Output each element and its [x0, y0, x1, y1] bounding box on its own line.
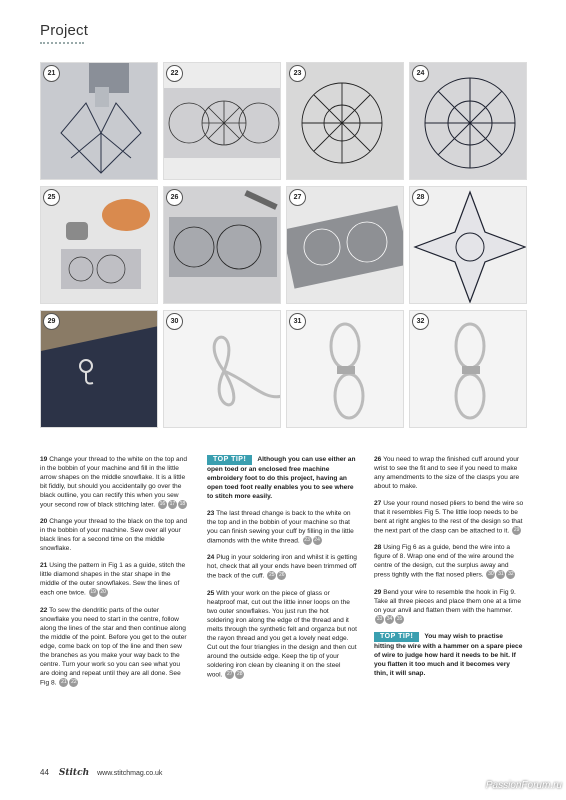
- photo-number: 31: [289, 313, 306, 330]
- step-22: 22 To sew the dendritic parts of the outer snowflake you need to start in the centre, follow along the lines of the star and then continue along the middle of the point. Before you get to the outer edge, come back on top of the line and then sew the branches as you make your way back to the centre. Turn your work so you can see what you are doing and repeat until they are all done. See Fig 8. 21 22: [40, 606, 187, 686]
- photo-number: 28: [412, 189, 429, 206]
- step-25: 25 With your work on the piece of glass or heatproof mat, cut out the little inner loops on the two outer snowflakes. You just run the hot soldering iron along the edge of the thread and it melts through the synthetic felt and organza but not the rayon thread and you get a lovely neat edge. Cut out the four triangles in the design and then cut around the outside edge. Keep the tip of your soldering iron clean by cleaning it on the steel wool. 27 28: [207, 589, 357, 678]
- top-tip-2: TOP TIP! You may wish to practise hitting the wire with a hammer on a spare piece of wire to judge how hard it needs to be hit. If you flatten it too much and it becomes very thin, it will snap.: [374, 632, 523, 677]
- photo-number: 32: [412, 313, 429, 330]
- magazine-logo: Stitch: [58, 768, 90, 778]
- page-footer: [40, 768, 526, 778]
- photo-28: [409, 186, 527, 304]
- photo-23: [286, 62, 404, 180]
- photo-30: [163, 310, 281, 428]
- step-21: 21 Using the pattern in Fig 1 as a guide, stitch the little diamond shapes in the star shape in the middle of the outer snowflakes. Sew the lines of each one twice. 19 20: [40, 562, 186, 597]
- top-tip-1: TOP TIP! Although you can use either an open toed or an enclosed free machine embroidery foot to do this project, having an open toed foot really enables you to see where to stitch more easily.: [207, 456, 356, 500]
- page-header: [40, 22, 526, 44]
- step-23: 23 The last thread change is back to the white on the top and in the bobbin of your machine so that you can finish sewing your cuff by filling in the little diamonds with the white thread. 23 24: [207, 510, 354, 545]
- photo-29: [40, 310, 158, 428]
- header-dots: [40, 42, 84, 44]
- photo-25: [40, 186, 158, 304]
- text-column-1: [40, 455, 190, 695]
- photo-number: 25: [43, 189, 60, 206]
- photo-number: 24: [412, 65, 429, 82]
- step-29: 29 Bend your wire to resemble the hook in Fig 9. Take all three pieces and place them one at a time on your anvil and flatten them with the hammer. 33 34 35: [374, 588, 521, 622]
- photo-number: 27: [289, 189, 306, 206]
- photo-number: 21: [43, 65, 60, 82]
- step-27: 27 Use your round nosed pliers to bend the wire so that it resembles Fig 5. The little loop needs to be bent at right angles to the rest of the design so that the next part of the clasp can be attached to it. 29: [374, 500, 524, 535]
- step-19: 19 Change your thread to the white on the top and in the bobbin of your machine and fill in the little arrow shapes on the middle snowflake. It is a little bit fiddly, but should you accidentally go over the black outline, you can rectify this when you sew your second row of black stitching later. 16 17 18: [40, 456, 188, 509]
- text-column-3: [374, 455, 524, 686]
- step-28: 28 Using Fig 6 as a guide, bend the wire into a figure of 8. Wrap one end of the wire around the centre of the design, cut the surplus away and press tightly with the flat nosed pliers. 30 31 32: [374, 544, 514, 579]
- step-24: 24 Plug in your soldering iron and whilst it is getting hot, check that all your ends have been trimmed off the back of the cuff. 25 26: [207, 554, 357, 580]
- step-26: 26 You need to wrap the finished cuff around your wrist to see the fit and to see if you need to make any amendments to the size of the clasps you are about to make.: [374, 456, 520, 490]
- photo-32: [409, 310, 527, 428]
- photo-31: [286, 310, 404, 428]
- page-number: 44: [40, 768, 49, 777]
- watermark: PassionForum.ru: [485, 780, 562, 791]
- photo-26: [163, 186, 281, 304]
- photo-number: 22: [166, 65, 183, 82]
- photo-number: 23: [289, 65, 306, 82]
- step-20: 20 Change your thread to the black on the top and in the bobbin of your machine. Sew over all your black lines for a second time on the middle snowflake.: [40, 518, 188, 553]
- photo-number: 29: [43, 313, 60, 330]
- photo-22: [163, 62, 281, 180]
- photo-number: 30: [166, 313, 183, 330]
- photo-21: [40, 62, 158, 180]
- website-url: www.stitchmag.co.uk: [97, 770, 163, 777]
- photo-24: [409, 62, 527, 180]
- section-title: Project: [40, 22, 89, 39]
- text-column-2: [207, 455, 357, 687]
- photo-number: 26: [166, 189, 183, 206]
- photo-27: [286, 186, 404, 304]
